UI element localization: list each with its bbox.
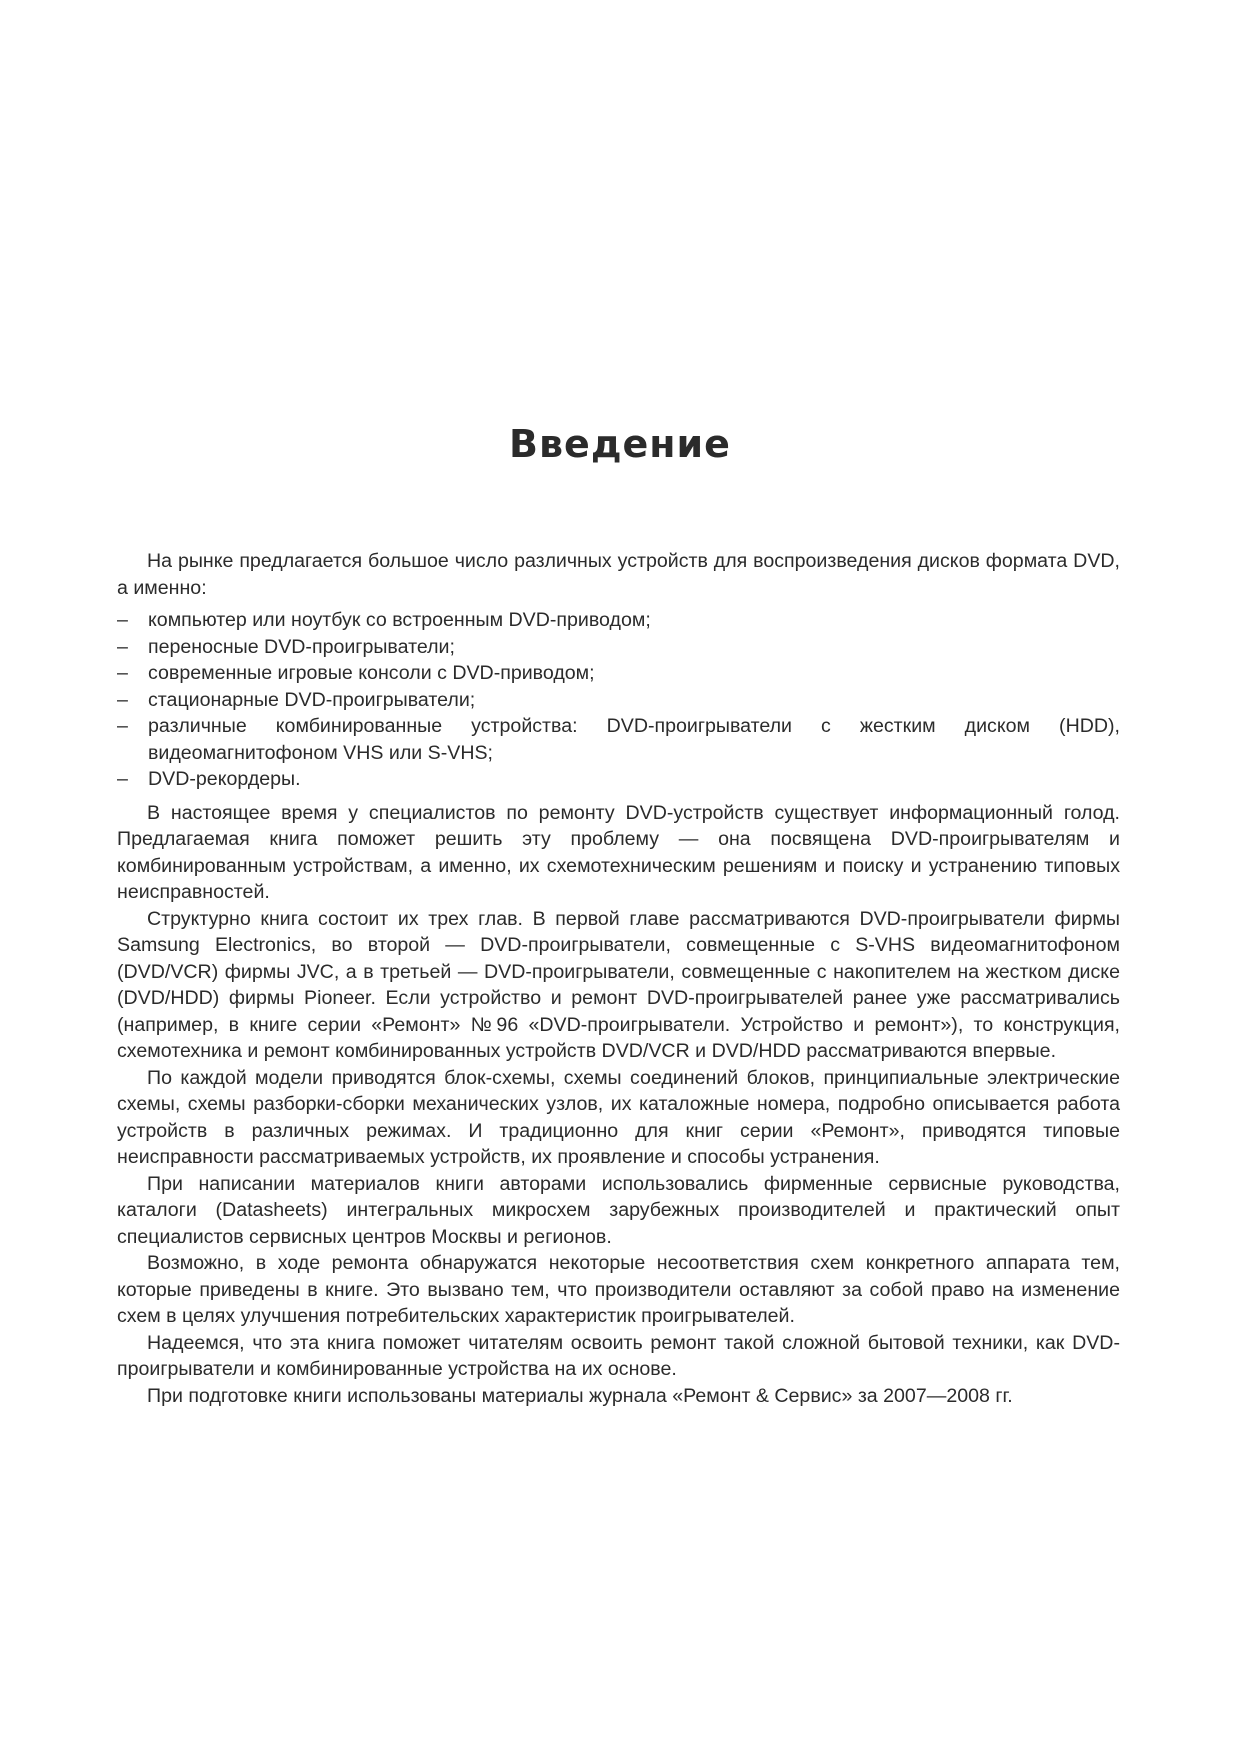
dash-marker: – [117, 609, 128, 631]
device-list [117, 607, 1120, 793]
list-item [117, 634, 1120, 661]
body-paragraph: В настоящее время у специалистов по ремонту DVD-устройств существует информационный голод. Предлагаемая книга поможет решить эту проблему — она посвящена DVD-проигрывателям и комбинированным устройствам, а именно, их схемотехническим решениям и поиску и устранению типовых неисправностей. [117, 801, 1120, 903]
list-item-text: стационарные DVD-проигрыватели; [148, 688, 476, 711]
list-item [117, 607, 1120, 634]
list-item-text: переносные DVD-проигрыватели; [148, 635, 455, 658]
list-item [117, 660, 1120, 687]
list-item [117, 766, 1120, 793]
list-item [117, 713, 1120, 766]
body-paragraph: При подготовке книги использованы материалы журнала «Ремонт & Сервис» за 2007—2008 гг. [147, 1384, 1013, 1407]
dash-marker: – [117, 688, 128, 711]
body-paragraph: Возможно, в ходе ремонта обнаружатся некоторые несоответствия схем конкретного аппарата тем, которые приведены в книге. Это вызвано тем, что производители оставляют за собой право на изменение схем в целях улучшения потребительских характеристик проигрывателей. [117, 1252, 1120, 1327]
list-item-text: компьютер или ноутбук со встроенным DVD-приводом; [148, 609, 651, 631]
list-item [117, 687, 1120, 714]
body-paragraph: Структурно книга состоит их трех глав. В первой главе рассматриваются DVD-проигрыватели фирмы Samsung Electronics, во второй — DVD-проигрыватели, совмещенные с S-VHS видеомагнитофоном (DVD/VCR) фирмы JVC, а в третьей — DVD-проигрыватели, совмещенные с накопителем на жестком диске (DVD/HDD) фирмы Pioneer. Если устройство и ремонт DVD-проигрывателей ранее уже рассматривались (например, в книге серии «Ремонт» №96 «DVD-проигрыватели. Устройство и ремонт»), то конструкция, схемотехника и ремонт комбинированных устройств DVD/VCR и DVD/HDD рассматриваются впервые. [117, 907, 1120, 1062]
list-item-text: различные комбинированные устройства: DVD-проигрыватели с жестким диском (HDD), видеомагнитофоном VHS или S-VHS; [148, 715, 1120, 764]
dash-marker: – [117, 662, 128, 684]
body-text [117, 548, 1120, 1409]
list-item-text: современные игровые консоли с DVD-приводом; [148, 662, 595, 684]
dash-marker: – [117, 635, 128, 658]
page-title: Введение [509, 422, 731, 466]
body-paragraph: По каждой модели приводятся блок-схемы, схемы соединений блоков, принципиальные электрические схемы, схемы разборки-сборки механических узлов, их каталожные номера, подробно описывается работа устройств в различных режимах. И традиционно для книг серии «Ремонт», приводятся типовые неисправности рассматриваемых устройств, их проявление и способы устранения. [117, 1066, 1120, 1168]
intro-paragraph: На рынке предлагается большое число различных устройств для воспроизведения дисков формата DVD, а именно: [117, 550, 1120, 599]
body-paragraph: Надеемся, что эта книга поможет читателям освоить ремонт такой сложной бытовой техники, как DVD-проигрыватели и комбинированные устройства на их основе. [117, 1331, 1120, 1380]
dash-marker: – [117, 768, 128, 790]
body-paragraph: При написании материалов книги авторами использовались фирменные сервисные руководства, каталоги (Datasheets) интегральных микросхем зарубежных производителей и практический опыт специалистов сервисных центров Москвы и регионов. [117, 1172, 1120, 1248]
dash-marker: – [117, 715, 128, 737]
list-item-text: DVD-рекордеры. [148, 768, 301, 790]
